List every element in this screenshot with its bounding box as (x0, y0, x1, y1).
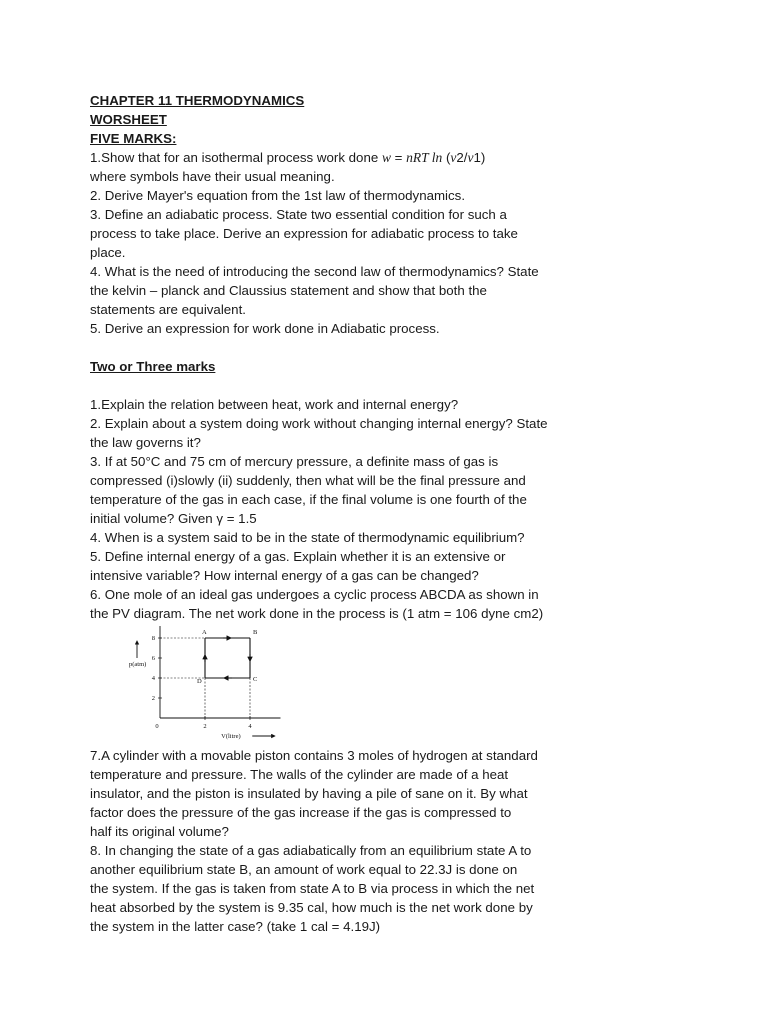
formula-paren: ( (442, 150, 451, 165)
worksheet-title: WORSHEET (90, 112, 167, 127)
short-q3-line: initial volume? Given γ = 1.5 (90, 511, 257, 526)
short-q7-line: 7.A cylinder with a movable piston contains 3 moles of hydrogen at standard (90, 748, 538, 763)
five-marks-q1 (90, 148, 570, 167)
short-q8-line: heat absorbed by the system is 9.35 cal, how much is the net work done by (90, 900, 533, 915)
short-q8-line: the system. If the gas is taken from state A to B via process in which the net (90, 881, 535, 896)
short-q3-line: compressed (i)slowly (ii) suddenly, then what will be the final pressure and (90, 473, 526, 488)
short-q1: 1.Explain the relation between heat, work and internal energy? (90, 397, 459, 412)
five-marks-q5: 5. Derive an expression for work done in Adiabatic process. (90, 321, 440, 336)
y-axis-label: p(atm) (129, 661, 147, 668)
point-label-c: C (253, 676, 258, 683)
section-gap (90, 376, 570, 395)
five-marks-q3-line: process to take place. Derive an expression for adiabatic process to take (90, 226, 518, 241)
five-marks-q4-line: 4. What is the need of introducing the second law of thermodynamics? State (90, 264, 539, 279)
short-q3-line: temperature of the gas in each case, if the final volume is one fourth of the (90, 492, 527, 507)
short-q2-line: 2. Explain about a system doing work without changing internal energy? State (90, 416, 548, 431)
x-tick-label: 2 (203, 723, 207, 730)
formula-v1-symbol: v (467, 150, 474, 165)
point-label-a: A (202, 629, 207, 636)
short-q8-line: the system in the latter case? (take 1 cal = 4.19J) (90, 919, 381, 934)
formula-v2-symbol: v (450, 150, 457, 165)
short-q7-line: factor does the pressure of the gas increase if the gas is compressed to (90, 805, 512, 820)
pv-diagram-svg (127, 626, 297, 742)
y-tick-label: 6 (151, 655, 155, 662)
two-three-marks-heading: Two or Three marks (90, 359, 216, 374)
short-q7-line: temperature and pressure. The walls of the cylinder are made of a heat (90, 767, 509, 782)
five-marks-heading: FIVE MARKS: (90, 131, 177, 146)
five-marks-q2: 2. Derive Mayer's equation from the 1st law of thermodynamics. (90, 188, 466, 203)
formula-v1-sub: 1) (473, 150, 486, 165)
short-q5-line: intensive variable? How internal energy of a gas can be changed? (90, 568, 479, 583)
point-label-d: D (197, 678, 202, 685)
pv-diagram (90, 623, 570, 744)
short-q6-line: 6. One mole of an ideal gas undergoes a cyclic process ABCDA as shown in (90, 587, 539, 602)
short-q6-line: the PV diagram. The net work done in the process is (1 atm = 106 dyne cm2) (90, 606, 544, 621)
point-label-b: B (253, 629, 258, 636)
five-marks-q4-line: the kelvin – planck and Claussius statement and show that both the (90, 283, 487, 298)
short-q7-line: half its original volume? (90, 824, 229, 839)
y-tick-label: 8 (151, 635, 155, 642)
short-q4: 4. When is a system said to be in the state of thermodynamic equilibrium? (90, 530, 525, 545)
x-tick-label: 0 (155, 723, 159, 730)
q1-prefix: 1.Show that for an isothermal process work done (90, 150, 382, 165)
formula-v2-sub: 2/ (456, 150, 468, 165)
chapter-title: CHAPTER 11 THERMODYNAMICS (90, 93, 305, 108)
short-q2-line: the law governs it? (90, 435, 201, 450)
y-tick-label: 2 (151, 695, 155, 702)
x-tick-label: 4 (248, 723, 252, 730)
y-tick-label: 4 (151, 675, 155, 682)
formula-nrt-ln: nRT ln (406, 150, 443, 165)
short-q8-line: another equilibrium state B, an amount of work equal to 22.3J is done on (90, 862, 518, 877)
formula-eq: = (390, 150, 407, 165)
x-axis-label: V(litre) (221, 733, 241, 740)
five-marks-q4-line: statements are equivalent. (90, 302, 246, 317)
formula-w: w (381, 150, 391, 165)
short-q8-line: 8. In changing the state of a gas adiabatically from an equilibrium state A to (90, 843, 532, 858)
five-marks-q3-line: place. (90, 245, 126, 260)
five-marks-q1-line2: where symbols have their usual meaning. (90, 169, 335, 184)
worksheet-page (90, 91, 570, 936)
five-marks-q3-line: 3. Define an adiabatic process. State two essential condition for such a (90, 207, 507, 222)
short-q5-line: 5. Define internal energy of a gas. Explain whether it is an extensive or (90, 549, 506, 564)
short-q7-line: insulator, and the piston is insulated by having a pile of sane on it. By what (90, 786, 528, 801)
short-q3-line: 3. If at 50°C and 75 cm of mercury pressure, a definite mass of gas is (90, 454, 499, 469)
section-gap (90, 338, 570, 357)
